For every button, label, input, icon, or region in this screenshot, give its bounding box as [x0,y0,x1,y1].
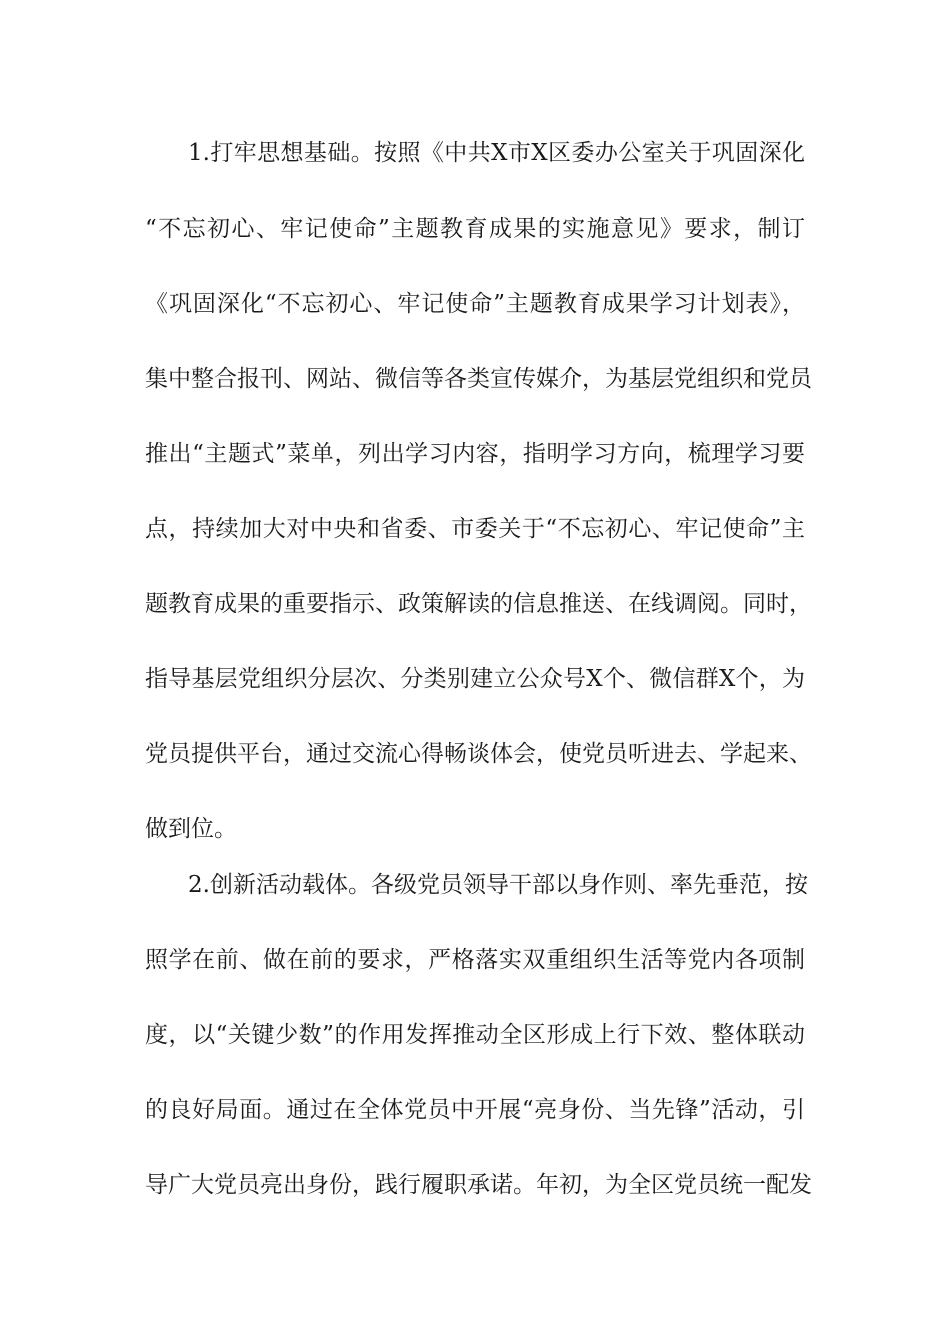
paragraph-line: 度，以“关键少数”的作用发挥推动全区形成上行下效、整体联动 [145,1022,805,1048]
paragraph-line: 1.打牢思想基础。按照《中共X市X区委办公室关于巩固深化 [188,140,805,166]
paragraph-line: 点，持续加大对中央和省委、市委关于“不忘初心、牢记使命”主 [145,516,805,542]
paragraph-line: 指导基层党组织分层次、分类别建立公众号X个、微信群X个，为 [145,666,805,692]
paragraph-line: 照学在前、做在前的要求，严格落实双重组织生活等党内各项制 [145,947,805,973]
paragraph-line: 集中整合报刊、网站、微信等各类宣传媒介，为基层党组织和党员 [145,366,812,392]
paragraph-line: 导广大党员亮出身份，践行履职承诺。年初，为全区党员统一配发 [145,1172,812,1198]
paragraph-line: 的良好局面。通过在全体党员中开展“亮身份、当先锋”活动，引 [145,1097,805,1123]
paragraph-line: 题教育成果的重要指示、政策解读的信息推送、在线调阅。同时， [145,591,812,617]
paragraph-line: 《巩固深化“不忘初心、牢记使命”主题教育成果学习计划表》， [145,291,805,317]
paragraph-line: 2.创新活动载体。各级党员领导干部以身作则、率先垂范，按 [188,872,808,898]
paragraph-line-last: 做到位。 [145,816,237,842]
paragraph-line: “不忘初心、牢记使命”主题教育成果的实施意见》要求，制订 [145,216,805,242]
paragraph-line: 党员提供平台，通过交流心得畅谈体会，使党员听进去、学起来、 [145,741,812,767]
paragraph-line: 推出“主题式”菜单，列出学习内容，指明学习方向，梳理学习要 [145,441,805,467]
